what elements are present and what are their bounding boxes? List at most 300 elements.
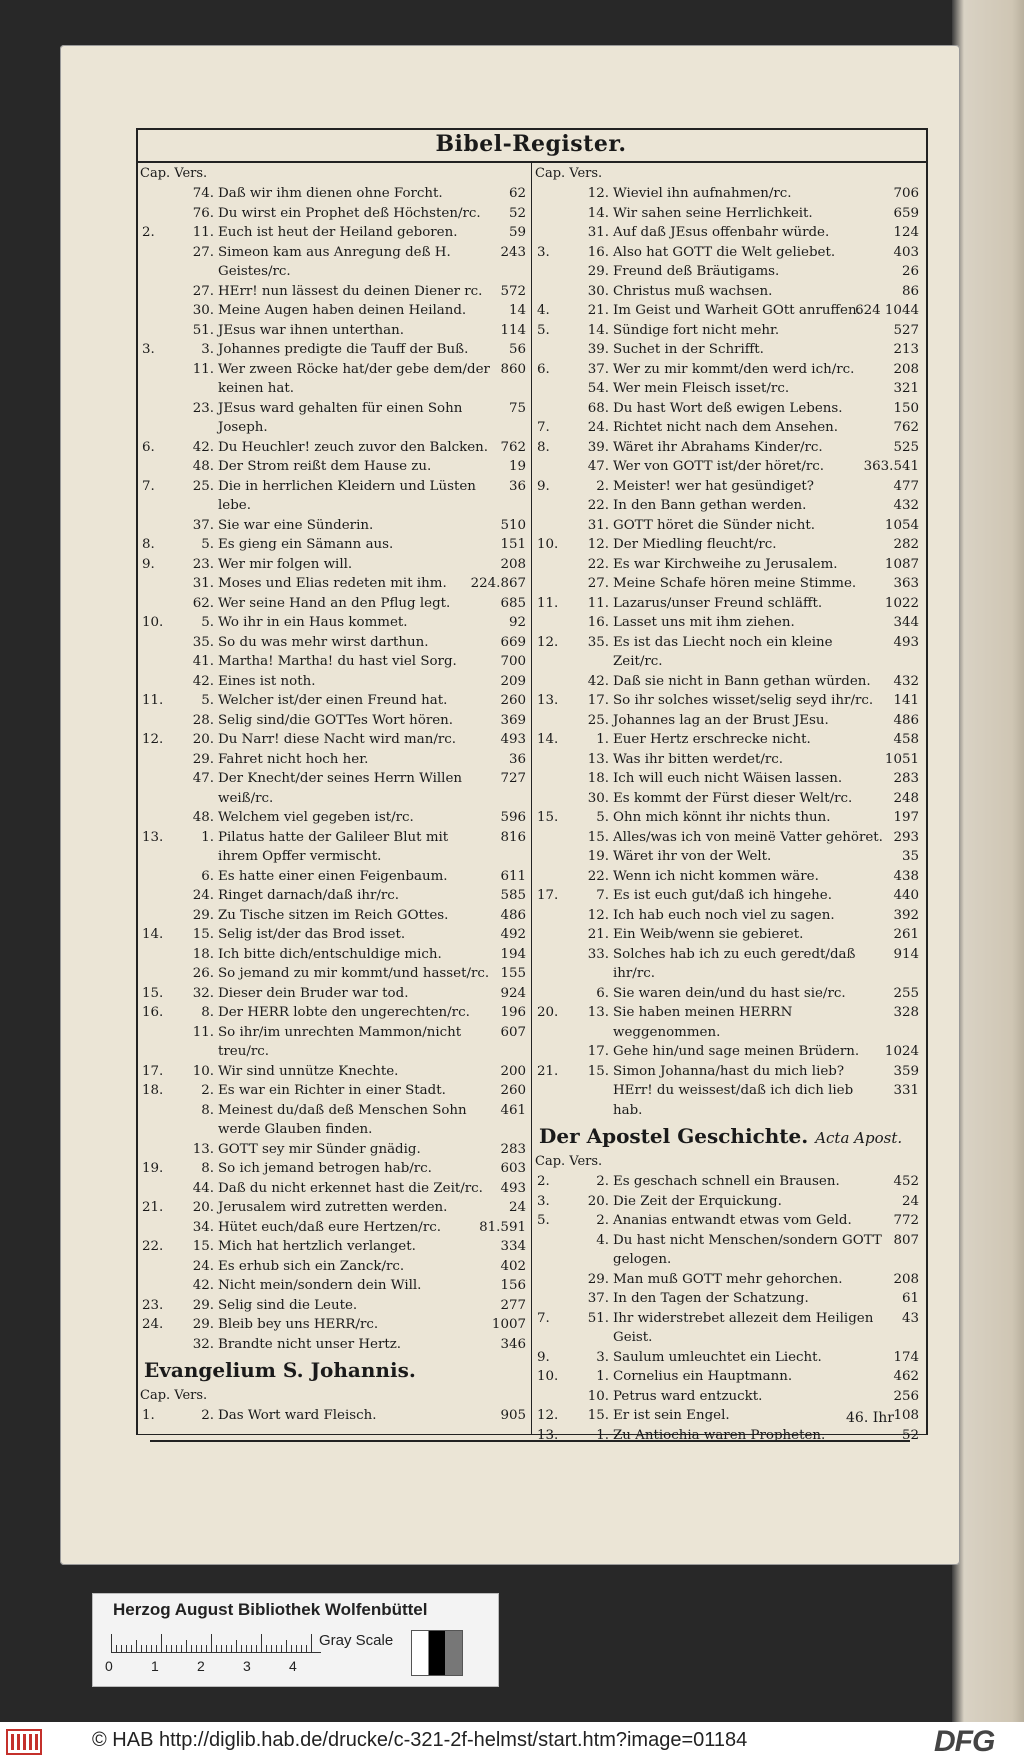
right-column: [533, 164, 923, 1443]
index-entry: [533, 886, 923, 906]
entry-text: In den Bann gethan werden.: [613, 498, 807, 513]
index-entry: [533, 1062, 923, 1082]
ruler-tick: [196, 1645, 197, 1652]
index-entry: [533, 1270, 923, 1290]
entry-page-number: 213: [893, 342, 919, 357]
entry-verse: 37.: [587, 1291, 609, 1306]
entry-verse: 48.: [192, 459, 214, 474]
ruler-tick: [126, 1645, 127, 1652]
entry-text: Daß sie nicht in Bann gethan würden.: [613, 673, 871, 689]
index-entry: [533, 301, 923, 321]
entry-text: Zu Antiochia waren Propheten.: [613, 1427, 826, 1443]
entry-text: Fahret nicht hoch her.: [218, 751, 369, 767]
entry-verse: 2.: [596, 1213, 609, 1228]
entry-page-number: 56: [508, 342, 526, 357]
entry-verse: 30.: [587, 283, 609, 299]
index-entry: [533, 516, 923, 536]
entry-verse: 12.: [587, 186, 609, 201]
index-entry: [138, 984, 530, 1004]
entry-page-number: 461: [500, 1102, 526, 1118]
section-title: Der Apostel Geschichte.: [539, 1124, 809, 1148]
ruler-tick: [236, 1640, 237, 1652]
entry-text: JEsus ward gehalten für einen Sohn Joseph.: [218, 400, 463, 435]
index-entry: [533, 613, 923, 633]
entry-text: Mich hat hertzlich verlanget.: [218, 1239, 416, 1254]
entry-page-number: 762: [893, 420, 919, 435]
entry-verse: 29.: [587, 1271, 609, 1287]
entry-page-number: 19: [508, 459, 526, 474]
entry-text: Daß wir ihm dienen ohne Forcht.: [218, 186, 443, 201]
viewer-footer: [0, 1722, 1024, 1761]
index-entry: [138, 399, 530, 438]
entry-text: Bleib bey uns HERR/rc.: [218, 1317, 379, 1332]
entry-page-number: 200: [500, 1063, 526, 1079]
index-entry: [138, 672, 530, 692]
ruler-tick: [261, 1634, 262, 1652]
entry-verse: 48.: [192, 810, 214, 825]
index-entry: [533, 535, 923, 555]
ruler-number: 3: [243, 1658, 251, 1674]
entry-text: Saulum umleuchtet ein Liecht.: [613, 1349, 822, 1365]
ruler-tick: [311, 1634, 312, 1652]
entry-text: GOTT höret die Sünder nicht.: [613, 517, 815, 533]
entry-text: JEsus war ihnen unterthan.: [218, 322, 405, 338]
ruler-tick: [121, 1645, 122, 1652]
entry-text: Welchem viel gegeben ist/rc.: [218, 810, 414, 825]
entry-chapter: 2.: [537, 1174, 550, 1189]
entry-page-number: 706: [893, 186, 919, 201]
index-entry: [533, 282, 923, 302]
entry-text: Wir sind unnütze Knechte.: [218, 1063, 399, 1079]
index-entry: [138, 535, 530, 555]
index-entry: [138, 282, 530, 302]
index-entry: [138, 1003, 530, 1023]
entry-text: Cornelius ein Hauptmann.: [613, 1369, 793, 1384]
entry-verse: 11.: [587, 595, 609, 611]
entry-text: GOTT sey mir Sünder gnädig.: [218, 1141, 421, 1157]
entry-text: Ich hab euch noch viel zu sagen.: [613, 907, 835, 923]
entry-text: Meine Augen haben deinen Heiland.: [218, 303, 467, 318]
column-header: Cap. Vers.: [535, 166, 603, 181]
entry-text: Sie haben meinen HERRN weggenommen.: [613, 1005, 793, 1040]
entry-page-number: 81.591: [479, 1219, 526, 1235]
index-entry: [533, 711, 923, 731]
entry-page-number: 209: [500, 673, 526, 689]
entry-chapter: 24.: [142, 1317, 164, 1332]
entry-verse: 27.: [192, 283, 214, 299]
entry-text: Hütet euch/daß eure Hertzen/rc.: [218, 1219, 441, 1235]
index-entry: [138, 555, 530, 575]
gray-scale-label: Gray Scale: [319, 1632, 394, 1649]
entry-text: Wer mein Fleisch isset/rc.: [613, 381, 790, 396]
entry-text: Ich will euch nicht Wäisen lassen.: [613, 771, 843, 786]
entry-text: Er ist sein Engel.: [613, 1408, 730, 1423]
ruler-tick: [271, 1645, 272, 1652]
section-heading: [533, 1120, 923, 1152]
entry-text: Wenn ich nicht kommen wäre.: [613, 868, 819, 884]
entry-verse: 23.: [192, 400, 214, 416]
entry-chapter: 7.: [142, 478, 155, 494]
entry-text: Johannes lag an der Brust JEsu.: [613, 712, 829, 728]
entry-page-number: 155: [500, 966, 526, 981]
entry-page-number: 486: [893, 712, 919, 728]
entry-verse: 5.: [201, 537, 214, 552]
ruler-number: 4: [289, 1658, 297, 1674]
entry-text: So ihr solches wisset/selig seyd ihr/rc.: [613, 693, 874, 708]
entry-text: HErr! du weissest/daß ich dich lieb hab.: [613, 1083, 854, 1118]
ruler-tick: [281, 1645, 282, 1652]
entry-chapter: 11.: [537, 595, 559, 611]
index-entry: [138, 301, 530, 321]
entry-chapter: 6.: [142, 439, 155, 455]
entry-text: Der Strom reißt dem Hause zu.: [218, 459, 432, 474]
entry-page-number: 492: [500, 927, 526, 942]
ruler-tick: [286, 1640, 287, 1652]
entry-text: Meine Schafe hören meine Stimme.: [613, 576, 857, 591]
index-entry: [533, 360, 923, 380]
entry-verse: 8.: [201, 1102, 214, 1118]
scale-ruler: [111, 1632, 321, 1653]
entry-verse: 15.: [587, 1408, 609, 1423]
entry-page-number: 603: [500, 1161, 526, 1176]
entry-chapter: 10.: [142, 615, 164, 630]
index-entry: [533, 945, 923, 984]
entry-verse: 76.: [192, 205, 214, 221]
entry-text: Du hast nicht Menschen/sondern GOTT gelogen.: [613, 1232, 882, 1267]
entry-page-number: 260: [500, 1083, 526, 1098]
entry-page-number: 363.541: [863, 459, 919, 474]
entry-verse: 25.: [192, 478, 214, 494]
entry-page-number: 86: [901, 283, 919, 299]
entry-text: Euch ist heut der Heiland geboren.: [218, 225, 458, 240]
index-entry: [533, 691, 923, 711]
index-entry: [533, 633, 923, 672]
entry-page-number: 924: [500, 985, 526, 1001]
entry-text: Sündige fort nicht mehr.: [613, 322, 780, 338]
entry-page-number: 402: [500, 1258, 526, 1274]
ruler-number: 0: [105, 1658, 113, 1674]
index-entry: [533, 438, 923, 458]
entry-text: Eines ist noth.: [218, 673, 316, 689]
entry-text: Ein Weib/wenn sie gebieret.: [613, 927, 804, 942]
entry-page-number: 150: [893, 400, 919, 416]
entry-verse: 2.: [596, 1174, 609, 1189]
entry-page-number: 59: [508, 225, 526, 240]
ruler-tick: [246, 1645, 247, 1652]
entry-page-number: 36: [508, 478, 526, 494]
entry-page-number: 477: [893, 478, 919, 494]
index-entry: [533, 925, 923, 945]
index-entry: [138, 925, 530, 945]
index-entry: [533, 262, 923, 282]
entry-text: Welcher ist/der einen Freund hat.: [218, 693, 448, 708]
entry-text: Euer Hertz erschrecke nicht.: [613, 732, 811, 747]
entry-chapter: 10.: [537, 1369, 559, 1384]
index-entry: [533, 750, 923, 770]
index-entry: [533, 399, 923, 419]
index-entry: [138, 730, 530, 750]
entry-text: Der Knecht/der seines Herrn Willen weiß/rc.: [218, 771, 463, 806]
entry-text: Daß du nicht erkennet hast die Zeit/rc.: [218, 1180, 483, 1196]
entry-text: Es gieng ein Sämann aus.: [218, 537, 394, 552]
index-entry: [533, 496, 923, 516]
index-entry: [533, 555, 923, 575]
entry-verse: 29.: [192, 1297, 214, 1313]
index-entry: [533, 828, 923, 848]
index-entry: [138, 886, 530, 906]
entry-text: Wer mir folgen will.: [218, 556, 353, 572]
entry-page-number: 525: [893, 439, 919, 455]
ruler-tick: [166, 1645, 167, 1652]
index-entry: [533, 1231, 923, 1270]
entry-page-number: 35: [901, 849, 919, 864]
entry-verse: 10.: [192, 1063, 214, 1079]
entry-text: So jemand zu mir kommt/und hasset/rc.: [218, 966, 490, 981]
entry-chapter: 3.: [142, 342, 155, 357]
entry-verse: 13.: [587, 1005, 609, 1020]
entry-chapter: 13.: [537, 693, 559, 708]
index-entry: [533, 204, 923, 224]
entry-text: Alles/was ich von meinë Vatter gehöret.: [613, 829, 883, 845]
entry-text: Es erhub sich ein Zanck/rc.: [218, 1258, 405, 1274]
entry-text: Brandte nicht unser Hertz.: [218, 1336, 402, 1352]
entry-verse: 3.: [596, 1349, 609, 1365]
entry-text: Solches hab ich zu euch geredt/daß ihr/rc.: [613, 946, 856, 981]
index-entry: [533, 1172, 923, 1192]
ruler-tick: [296, 1645, 297, 1652]
index-entry: [533, 184, 923, 204]
hab-logo-icon: [6, 1728, 42, 1756]
entry-text: So ihr/im unrechten Mammon/nicht treu/rc.: [218, 1024, 462, 1059]
entry-verse: 35.: [192, 634, 214, 650]
entry-chapter: 17.: [537, 888, 559, 903]
catchword: 46. Ihr: [846, 1410, 894, 1426]
entry-verse: 32.: [192, 985, 214, 1001]
entry-text: Wer von GOTT ist/der höret/rc.: [613, 459, 825, 474]
index-entry: [138, 691, 530, 711]
entry-page-number: 1051: [884, 751, 919, 767]
entry-page-number: 359: [893, 1063, 919, 1079]
entry-text: Die Zeit der Erquickung.: [613, 1193, 782, 1209]
index-entry: [138, 457, 530, 477]
index-entry: [138, 1101, 530, 1140]
entry-page-number: 440: [893, 888, 919, 903]
entry-chapter: 16.: [142, 1005, 164, 1020]
index-entry: [138, 243, 530, 282]
entry-chapter: 6.: [537, 361, 550, 377]
entry-verse: 11.: [192, 225, 214, 240]
entry-verse: 1.: [596, 1427, 609, 1443]
ruler-tick: [161, 1634, 162, 1652]
entry-verse: 23.: [192, 556, 214, 572]
entry-verse: 31.: [587, 517, 609, 533]
entry-text: Das Wort ward Fleisch.: [218, 1408, 377, 1423]
section-note: Acta Apost.: [815, 1129, 903, 1147]
entry-verse: 24.: [192, 888, 214, 903]
entry-text: Du Heuchler! zeuch zuvor den Balcken.: [218, 439, 489, 455]
entry-page-number: 493: [500, 732, 526, 747]
index-entry: [138, 223, 530, 243]
entry-page-number: 462: [893, 1369, 919, 1384]
index-entry: [138, 828, 530, 867]
entry-verse: 17.: [587, 1044, 609, 1059]
entry-chapter: 13.: [537, 1427, 559, 1443]
entry-page-number: 114: [500, 322, 526, 338]
entry-verse: 27.: [192, 244, 214, 260]
index-entry: [533, 379, 923, 399]
entry-text: Wäret ihr von der Welt.: [613, 849, 772, 864]
ruler-tick: [116, 1645, 117, 1652]
index-entry: [533, 1348, 923, 1368]
entry-page-number: 255: [893, 985, 919, 1001]
index-entry: [533, 418, 923, 438]
entry-verse: 8.: [201, 1161, 214, 1176]
index-entry: [533, 1426, 923, 1446]
entry-text: Es ist das Liecht noch ein kleine Zeit/rc.: [613, 634, 833, 669]
index-entry: [138, 516, 530, 536]
entry-text: So du was mehr wirst darthun.: [218, 634, 429, 650]
column-header: Cap. Vers.: [535, 1154, 603, 1169]
entry-page-number: 62: [508, 186, 526, 201]
entry-verse: 6.: [201, 868, 214, 884]
entry-page-number: 611: [500, 868, 526, 884]
entry-page-number: 438: [893, 868, 919, 884]
entry-chapter: 23.: [142, 1297, 164, 1313]
entry-chapter: 2.: [142, 225, 155, 240]
entry-page-number: 659: [893, 205, 919, 221]
index-entry: [533, 340, 923, 360]
entry-verse: 54.: [587, 381, 609, 396]
ruler-tick: [251, 1645, 252, 1652]
entry-verse: 68.: [587, 400, 609, 416]
ruler-tick: [201, 1645, 202, 1652]
entry-page-number: 43: [901, 1310, 919, 1326]
section-heading: Evangelium S. Johannis.: [144, 1358, 416, 1382]
entry-text: Selig ist/der das Brod isset.: [218, 927, 406, 942]
entry-verse: 29.: [587, 264, 609, 279]
entry-page-number: 224.867: [470, 576, 526, 591]
library-color-card: [92, 1593, 499, 1687]
entry-text: Martha! Martha! du hast viel Sorg.: [218, 654, 457, 669]
entry-verse: 25.: [587, 712, 609, 728]
index-entry: [533, 1003, 923, 1042]
entry-text: Was ihr bitten werdet/rc.: [613, 751, 784, 767]
entry-text: Johannes predigte die Tauff der Buß.: [218, 342, 469, 357]
entry-chapter: 12.: [537, 634, 559, 650]
index-entry: [533, 1387, 923, 1407]
entry-text: Gehe hin/und sage meinen Brüdern.: [613, 1044, 860, 1059]
entry-chapter: 13.: [142, 829, 164, 845]
entry-verse: 1.: [596, 1369, 609, 1384]
ruler-number: 1: [151, 1658, 159, 1674]
entry-verse: 2.: [596, 478, 609, 494]
entry-page-number: 24: [901, 1193, 919, 1209]
entry-text: Wer zween Röcke hat/der gebe dem/der keinen hat.: [218, 361, 490, 396]
entry-verse: 22.: [587, 556, 609, 572]
entry-text: Dieser dein Bruder war tod.: [218, 985, 409, 1001]
entry-text: Selig sind/die GOTTes Wort hören.: [218, 712, 454, 728]
entry-chapter: 21.: [537, 1063, 559, 1079]
ruler-tick: [131, 1645, 132, 1652]
entry-verse: 22.: [587, 868, 609, 884]
entry-page-number: 807: [893, 1232, 919, 1248]
index-entry: [138, 1296, 530, 1316]
entry-verse: 37.: [587, 361, 609, 377]
index-entry: [138, 184, 530, 204]
ruler-tick: [171, 1645, 172, 1652]
entry-page-number: 61: [901, 1291, 919, 1306]
entry-verse: 20.: [192, 1200, 214, 1215]
index-entry: [138, 1257, 530, 1277]
entry-text: Nicht mein/sondern dein Will.: [218, 1278, 422, 1293]
entry-text: Lasset uns mit ihm ziehen.: [613, 615, 795, 630]
entry-verse: 51.: [192, 322, 214, 338]
entry-verse: 5.: [201, 693, 214, 708]
entry-page-number: 321: [893, 381, 919, 396]
entry-text: Es geschach schnell ein Brausen.: [613, 1174, 840, 1189]
entry-verse: 14.: [587, 205, 609, 221]
index-entry: [533, 1289, 923, 1309]
entry-verse: 6.: [596, 985, 609, 1001]
entry-text: Ich bitte dich/entschuldige mich.: [218, 946, 442, 962]
entry-verse: 35.: [587, 634, 609, 650]
entry-text: Wir sahen seine Herrlichkeit.: [613, 205, 813, 221]
entry-page-number: 510: [500, 517, 526, 533]
entry-page-number: 248: [893, 790, 919, 806]
entry-chapter: 1.: [142, 1408, 155, 1423]
index-entry: [138, 633, 530, 653]
entry-verse: 15.: [587, 829, 609, 845]
entry-verse: 18.: [587, 771, 609, 786]
entry-text: Der Miedling fleucht/rc.: [613, 537, 777, 552]
entry-verse: 15.: [587, 1063, 609, 1079]
entry-text: Du hast Wort deß ewigen Lebens.: [613, 400, 843, 416]
ruler-tick: [206, 1645, 207, 1652]
entry-verse: 39.: [587, 342, 609, 357]
index-entry: [533, 243, 923, 263]
index-entry: [138, 652, 530, 672]
page-title: Bibel-Register.: [435, 131, 627, 157]
entry-page-number: 905: [500, 1408, 526, 1423]
index-entry: [138, 574, 530, 594]
column-header: Cap. Vers.: [140, 1388, 208, 1403]
entry-text: Wer zu mir kommt/den werd ich/rc.: [613, 361, 855, 377]
index-entry: [533, 984, 923, 1004]
index-entry: [533, 789, 923, 809]
dfg-logo: DFG: [934, 1725, 995, 1758]
entry-page-number: 14: [508, 303, 526, 318]
index-entry: [138, 769, 530, 808]
entry-page-number: 493: [500, 1180, 526, 1196]
entry-verse: 51.: [587, 1310, 609, 1326]
entry-text: Christus muß wachsen.: [613, 283, 773, 299]
entry-text: Du Narr! diese Nacht wird man/rc.: [218, 732, 456, 747]
entry-verse: 41.: [192, 654, 214, 669]
entry-page-number: 208: [500, 556, 526, 572]
entry-verse: 15.: [192, 1239, 214, 1254]
entry-verse: 7.: [596, 888, 609, 903]
entry-verse: 26.: [192, 966, 214, 981]
entry-page-number: 194: [500, 946, 526, 962]
entry-text: Es war Kirchweihe zu Jerusalem.: [613, 556, 838, 572]
entry-verse: 2.: [201, 1083, 214, 1098]
source-link[interactable]: © HAB http://diglib.hab.de/drucke/c-321-2f-helmst/start.htm?image=01184: [92, 1729, 748, 1751]
index-entry: [138, 1159, 530, 1179]
entry-verse: 42.: [192, 673, 214, 689]
index-entry: [138, 594, 530, 614]
entry-chapter: 7.: [537, 420, 550, 435]
entry-page-number: 283: [893, 771, 919, 786]
